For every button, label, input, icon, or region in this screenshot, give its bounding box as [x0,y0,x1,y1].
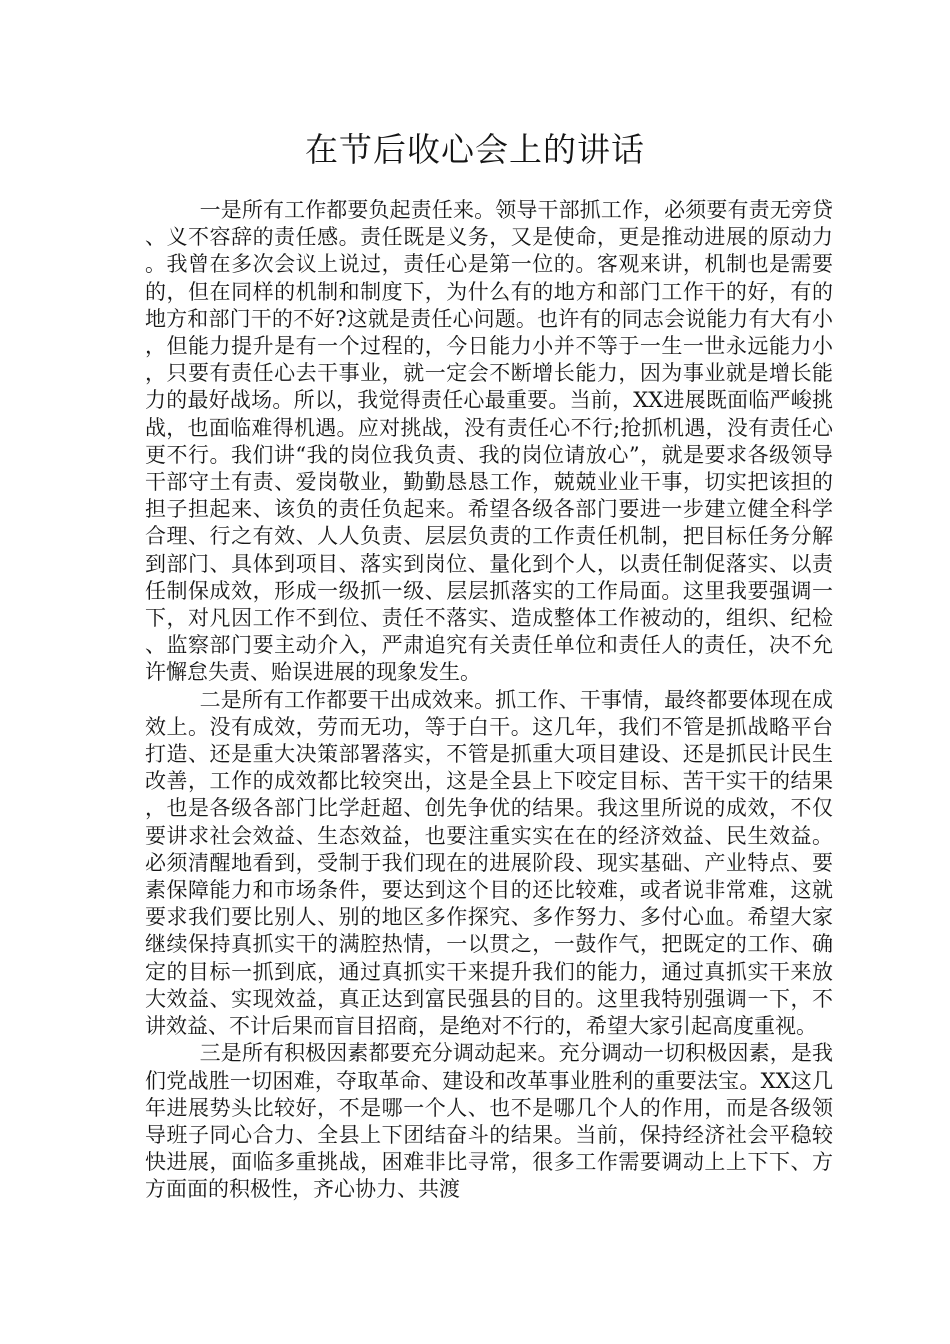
document-body [145,197,833,1204]
paragraph-results: 二是所有工作都要干出成效来。抓工作、干事情，最终都要体现在成效上。没有成效，劳而无功，等于白干。这几年，我们不管是抓战略平台打造、还是重大决策部署落实，不管是抓重大项目建设、还是抓民计民生改善，工作的成效都比较突出，这是全县上下咬定目标、苦干实干的结果，也是各级各部门比学赶超、创先争优的结果。我这里所说的成效，不仅要讲求社会效益、生态效益，也要注重实实在在的经济效益、民生效益。必须清醒地看到，受制于我们现在的进展阶段、现实基础、产业特点、要素保障能力和市场条件，要达到这个目的还比较难，或者说非常难，这就要求我们要比别人、别的地区多作探究、多作努力、多付心血。希望大家继续保持真抓实干的满腔热情，一以贯之，一鼓作气，把既定的工作、确定的目标一抓到底，通过真抓实干来提升我们的能力，通过真抓实干来放大效益、实现效益，真正达到富民强县的目的。这里我特别强调一下，不讲效益、不计后果而盲目招商，是绝对不行的，希望大家引起高度重视。 [145,687,833,1039]
paragraph-positive-factors: 三是所有积极因素都要充分调动起来。充分调动一切积极因素，是我们党战胜一切困难，夺取革命、建设和改革事业胜利的重要法宝。XX这几年进展势头比较好，不是哪一个人、也不是哪几个人的作用，而是各级领导班子同心合力、全县上下团结奋斗的结果。当前，保持经济社会平稳较快进展，面临多重挑战，困难非比寻常，很多工作需要调动上上下下、方方面面的积极性，齐心协力、共渡 [145,1041,833,1202]
document-title: 在节后收心会上的讲话 [305,130,645,169]
paragraph-responsibility: 一是所有工作都要负起责任来。领导干部抓工作，必须要有责无旁贷、义不容辞的责任感。责任既是义务，又是使命，更是推动进展的原动力。我曾在多次会议上说过，责任心是第一位的。客观来讲，机制也是需要的，但在同样的机制和制度下，为什么有的地方和部门工作干的好，有的地方和部门干的不好?这就是责任心问题。也许有的同志会说能力有大有小，但能力提升是有一个过程的，今日能力小并不等于一生一世永远能力小，只要有责任心去干事业，就一定会不断增长能力，因为事业就是增长能力的最好战场。所以，我觉得责任心最重要。当前，XX进展既面临严峻挑战，也面临难得机遇。应对挑战，没有责任心不行;抢抓机遇，没有责任心更不行。我们讲“我的岗位我负责、我的岗位请放心”，就是要求各级领导干部守土有责、爱岗敬业，勤勤恳恳工作，兢兢业业干事，切实把该担的担子担起来、该负的责任负起来。希望各级各部门要进一步建立健全科学合理、行之有效、人人负责、层层负责的工作责任机制，把目标任务分解到部门、具体到项目、落实到岗位、量化到个人，以责任制促落实、以责任制保成效，形成一级抓一级、层层抓落实的工作局面。这里我要强调一下，对凡因工作不到位、责任不落实、造成整体工作被动的，组织、纪检、监察部门要主动介入，严肃追究有关责任单位和责任人的责任，决不允许懈怠失责、贻误进展的现象发生。 [145,198,833,685]
